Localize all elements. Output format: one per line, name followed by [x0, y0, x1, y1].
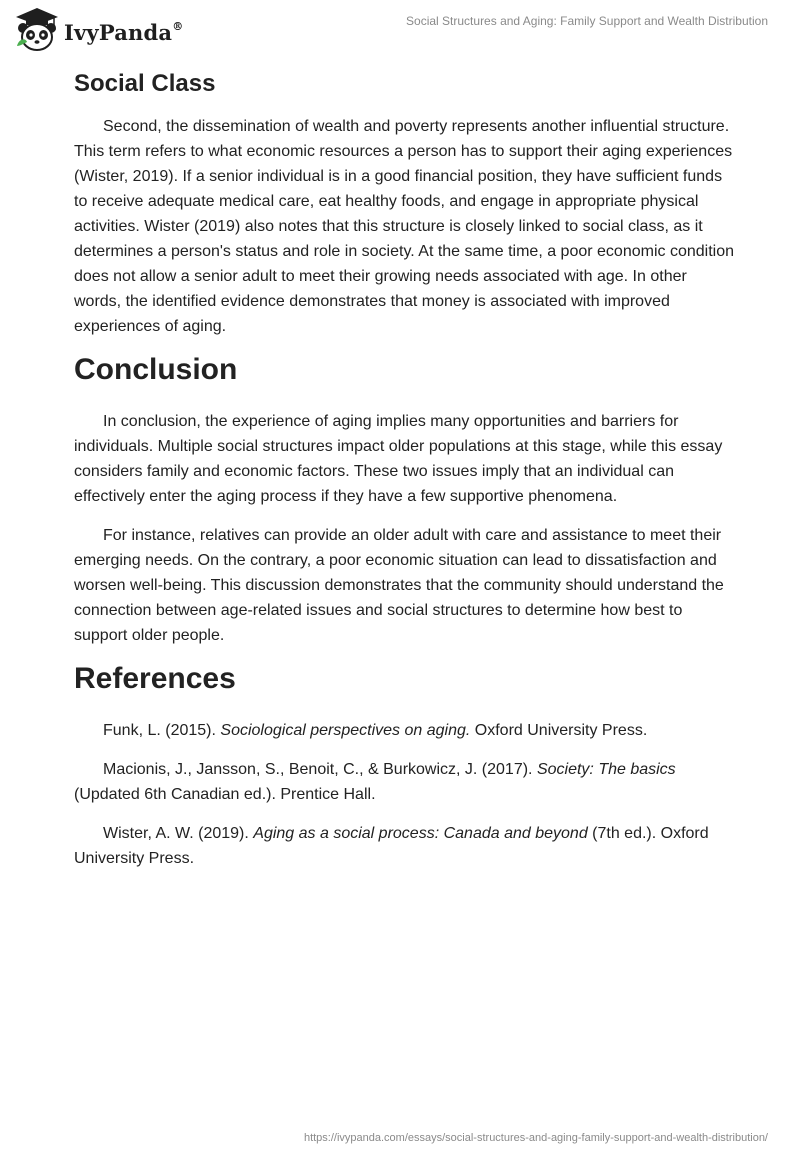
heading-references: References — [74, 662, 236, 695]
panda-graduate-icon[interactable] — [14, 6, 60, 52]
paragraph-conclusion-1: In conclusion, the experience of aging implies many opportunities and barriers for individuals. Multiple social structures impact older populations at this stage, while this essay considers family and economic factors. These two issues imply that an individual can effectively enter the aging process if they have a few supportive phenomena. — [74, 413, 723, 505]
reference-item — [74, 757, 734, 807]
footer-url[interactable]: https://ivypanda.com/essays/social-structures-and-aging-family-support-and-wealth-distribution/ — [303, 1132, 768, 1144]
reference-item — [74, 821, 734, 871]
brand-name[interactable] — [64, 20, 183, 45]
reference-title: Society: The basics — [536, 761, 676, 778]
paragraph-social-class: Second, the dissemination of wealth and poverty represents another influential structure. This term refers to what economic resources a person has to support their aging experiences (Wister, 2019). If a senior individual is in a good financial position, they have sufficient funds to receive adequate medical care, eat healthy foods, and engage in appropriate physical activities. Wister (2019) also notes that this structure is closely linked to social class, as it determines a person's status and role in society. At the same time, a poor economic condition does not allow a senior adult to meet their growing needs associated with age. In other words, the identified evidence demonstrates that money is associated with improved experiences of aging. — [74, 118, 734, 335]
reference-authors: Funk, L. (2015). — [103, 722, 221, 739]
heading-social-class: Social Class — [74, 70, 216, 97]
paragraph-conclusion-2: For instance, relatives can provide an older adult with care and assistance to meet their emerging needs. On the contrary, a poor economic situation can lead to dissatisfaction and worsen well-being. This discussion demonstrates that the community should understand the connection between age-related issues and social structures to determine how best to support older people. — [74, 527, 724, 644]
reference-publisher: (7th ed.). Oxford University Press. — [74, 825, 709, 867]
brand-text: IvyPanda — [64, 20, 173, 45]
reference-publisher: (Updated 6th Canadian ed.). Prentice Hall. — [74, 786, 376, 803]
reference-authors: Wister, A. W. (2019). — [103, 825, 254, 842]
reference-item — [74, 718, 734, 743]
document-title: Social Structures and Aging: Family Support and Wealth Distribution — [406, 14, 768, 28]
reference-title: Aging as a social process: Canada and beyond — [253, 825, 588, 842]
reference-publisher: Oxford University Press. — [470, 722, 648, 739]
essay-content — [74, 70, 734, 885]
reference-title: Sociological perspectives on aging. — [220, 722, 471, 739]
reference-authors: Macionis, J., Jansson, S., Benoit, C., & Burkowicz, J. (2017). — [103, 761, 537, 778]
registered-mark: ® — [172, 20, 184, 33]
heading-conclusion: Conclusion — [74, 353, 238, 386]
page-header — [0, 0, 800, 60]
